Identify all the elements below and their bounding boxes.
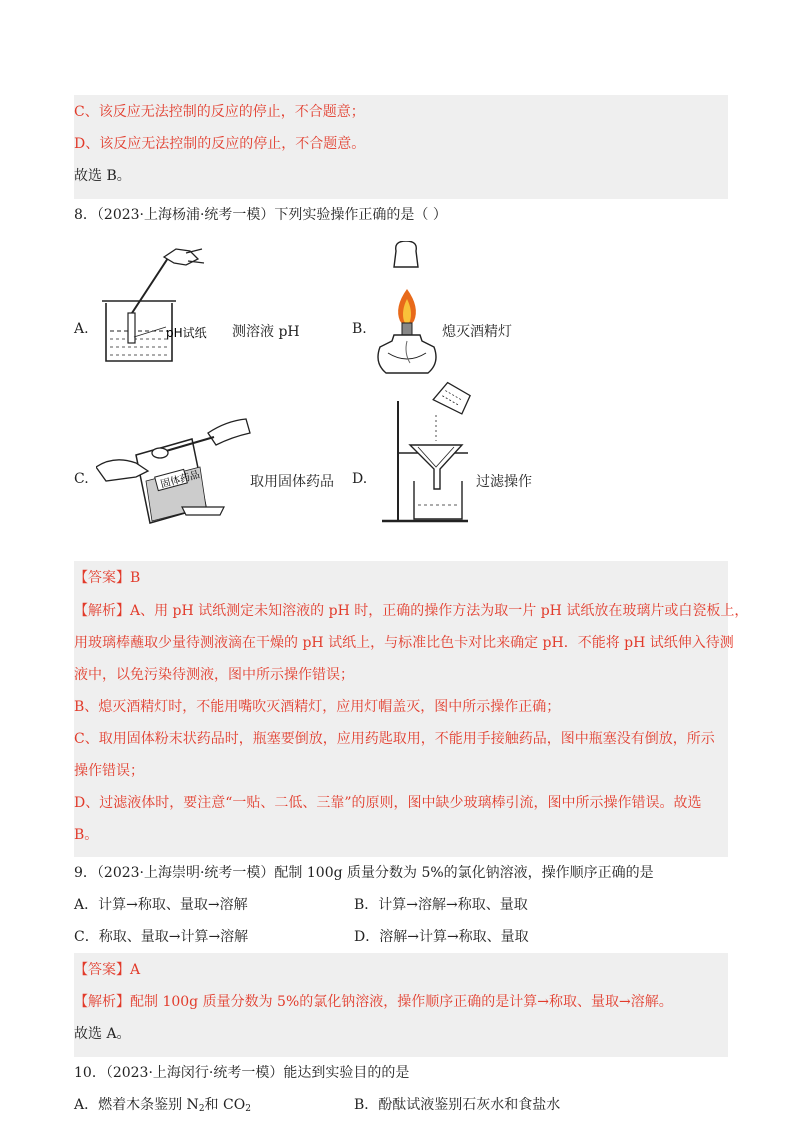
reagent-bottle-label: 固体药品 [159, 469, 202, 491]
q9-stem: 9．（2023·上海崇明·统考一模）配制 100g 质量分数为 5%的氯化钠溶液，操作顺序正确的是 [74, 865, 654, 881]
q9-option-a: A．计算→称取、量取→溶解 [74, 897, 248, 913]
q9-answer-tag: 【答案】 [74, 962, 130, 978]
q8-option-c-caption: 取用固体药品 [250, 474, 334, 490]
q8-answer [74, 563, 728, 595]
q8-analysis-line-4: B、熄灭酒精灯时，不能用嘴吹灭酒精灯，应用灯帽盖灭，图中所示操作正确； [74, 699, 561, 715]
q10-option-a-text: A．燃着木条鉴别 N [74, 1097, 199, 1113]
q8-option-d-caption: 过滤操作 [476, 474, 532, 490]
q8-analysis-line-6: 操作错误； [74, 763, 144, 779]
q9-options-row-1 [74, 889, 728, 921]
q10-option-a-sub-1: 2 [198, 1104, 205, 1114]
q9-analysis-text: 配制 100g 质量分数为 5%的氯化钠溶液，操作顺序正确的是计算→称取、量取→溶解。 [130, 994, 673, 1010]
q8-option-a-caption: 测溶液 pH [232, 324, 300, 340]
prev-choose: 故选 B。 [74, 168, 131, 184]
q8-answer-box [74, 561, 749, 857]
q9-option-c: C．称取、量取→计算→溶解 [74, 929, 249, 945]
q8-analysis-tag: 【解析】 [74, 603, 130, 619]
q9-choose: 故选 A。 [74, 1026, 131, 1042]
q10-options-row-1 [74, 1089, 728, 1125]
q10-stem: 10．（2023·上海闵行·统考一模）能达到实验目的的是 [74, 1065, 410, 1081]
q8-option-a-letter: A. [74, 321, 89, 337]
q8-stem: 8．（2023·上海杨浦·统考一模）下列实验操作正确的是（ ） [74, 207, 447, 223]
q9-options-row-2 [74, 921, 728, 953]
q8-option-d-letter: D. [352, 471, 368, 487]
page [74, 95, 749, 1125]
q10-option-a [74, 1095, 354, 1119]
q9-answer [74, 955, 728, 987]
q10-option-a-text-2: 和 CO [204, 1097, 246, 1113]
q8-option-b-caption: 熄灭酒精灯 [442, 324, 512, 340]
filtration-figure [378, 381, 488, 531]
q8-analysis-line-2: 用玻璃棒蘸取少量待测液滴在干燥的 pH 试纸上，与标准比色卡对比来确定 pH．不能将 pH 试纸伸入待测 [74, 635, 734, 651]
q8-analysis-line-1 [74, 595, 749, 627]
q8-option-row-cd [74, 411, 728, 561]
q9-analysis [74, 987, 728, 1019]
prev-answer-box [74, 95, 728, 199]
q8-analysis-line-7: D、过滤液体时，要注意“一贴、二低、三靠”的原则，图中缺少玻璃棒引流，图中所示操作错误。故选 [74, 795, 702, 811]
q9-option-d: D．溶解→计算→称取、量取 [354, 929, 529, 945]
alcohol-lamp-figure [374, 241, 454, 391]
q10-option-b: B．酚酞试液鉴别石灰水和食盐水 [354, 1097, 561, 1113]
q8-answer-value: B [130, 570, 141, 586]
q8-analysis [74, 595, 749, 851]
q8-option-c-letter: C. [74, 471, 89, 487]
q8-option-b-letter: B. [352, 321, 367, 337]
q8-answer-tag: 【答案】 [74, 570, 130, 586]
q10-option-a-sub-2: 2 [245, 1104, 251, 1114]
ph-test-figure [98, 245, 228, 365]
q8-analysis-line-8: B。 [74, 827, 99, 843]
prev-analysis-d: D、该反应无法控制的反应的停止，不合题意。 [74, 136, 366, 152]
q8-analysis-line-3: 液中，以免污染待测液，图中所示操作错误； [74, 667, 354, 683]
q9-analysis-tag: 【解析】 [74, 994, 130, 1010]
q8-analysis-text: A、用 pH 试纸测定未知溶液的 pH 时，正确的操作方法为取一片 pH 试纸放在玻璃片或白瓷板上， [130, 603, 749, 619]
q8-analysis-line-5: C、取用固体粉末状药品时，瓶塞要倒放，应用药匙取用，不能用手接触药品，图中瓶塞没有倒放，所示 [74, 731, 715, 747]
prev-analysis-c: C、该反应无法控制的反应的停止，不合题意； [74, 104, 365, 120]
q9-answer-value: A [130, 962, 141, 978]
q9-option-b: B．计算→溶解→称取、量取 [354, 897, 528, 913]
ph-paper-label: pH试纸 [166, 326, 207, 340]
solid-reagent-figure [96, 411, 256, 531]
q9-answer-box [74, 953, 728, 1057]
